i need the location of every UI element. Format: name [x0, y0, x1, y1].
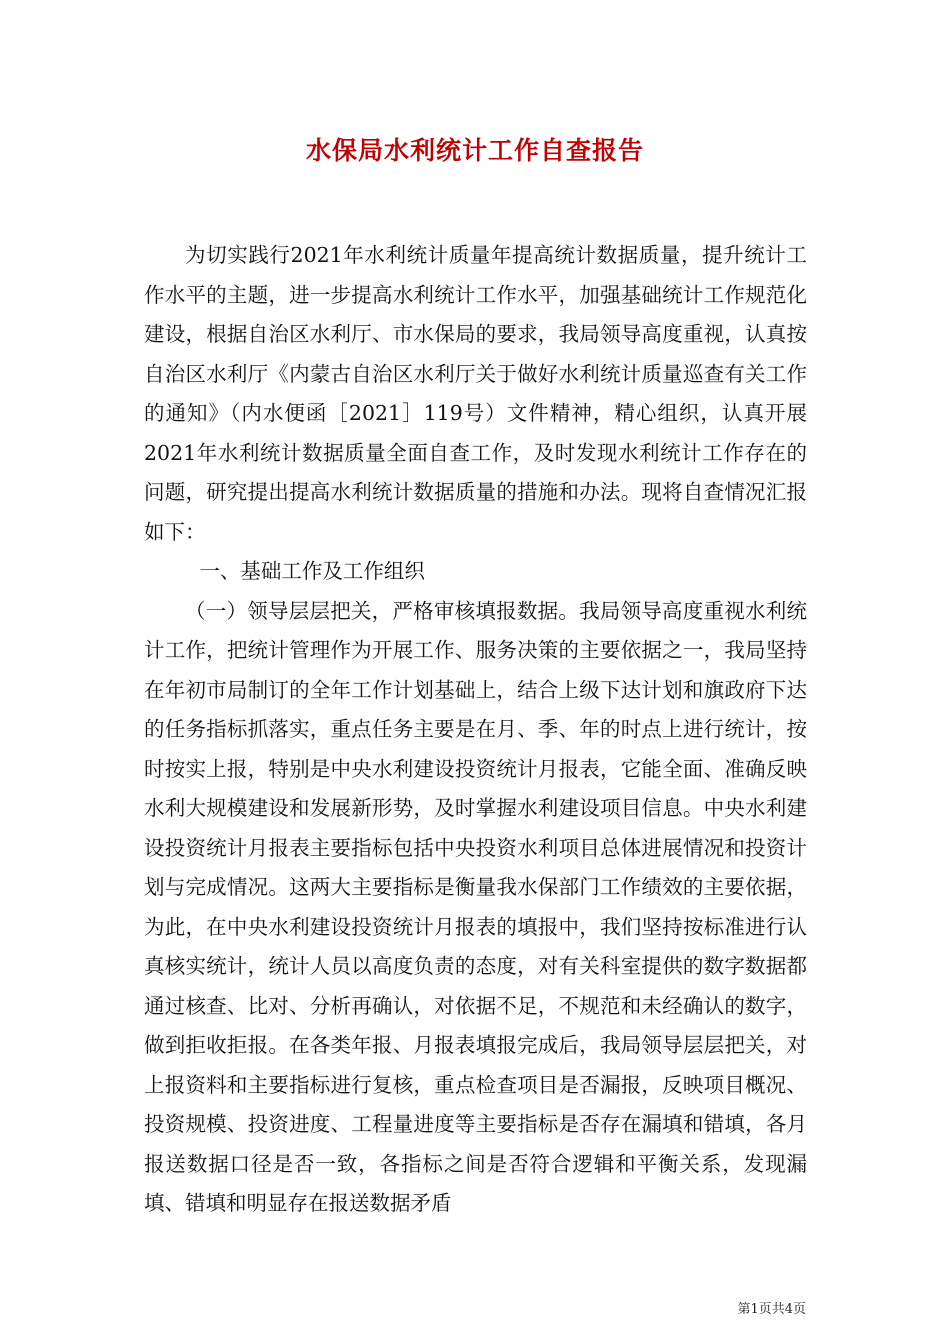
page-number: 第1页共4页	[737, 1302, 806, 1317]
section-paragraph: （一）领导层层把关，严格审核填报数据。我局领导高度重视水利统计工作，把统计管理作为开展工作、服务决策的主要依据之一，我局坚持在年初市局制订的全年工作计划基础上，结合上级下达计划和旗政府下达的任务指标抓落实，重点任务主要是在月、季、年的时点上进行统计，按时按实上报，特别是中央水利建设投资统计月报表，它能全面、准确反映水利大规模建设和发展新形势，及时掌握水利建设项目信息。中央水利建设投资统计月报表主要指标包括中央投资水利项目总体进展情况和投资计划与完成情况。这两大主要指标是衡量我水保部门工作绩效的主要依据，为此，在中央水利建设投资统计月报表的填报中，我们坚持按标准进行认真核实统计，统计人员以高度负责的态度，对有关科室提供的数字数据都通过核查、比对、分析再确认，对依据不足，不规范和未经确认的数字，做到拒收拒报。在各类年报、月报表填报完成后，我局领导层层把关，对上报资料和主要指标进行复核，重点检查项目是否漏报，反映项目概况、投资规模、投资进度、工程量进度等主要指标是否存在漏填和错填，各月报送数据口径是否一致，各指标之间是否符合逻辑和平衡关系，发现漏填、错填和明显存在报送数据矛盾	[144, 598, 807, 1215]
section-heading: 一、基础工作及工作组织	[199, 559, 425, 583]
intro-paragraph: 为切实践行2021年水利统计质量年提高统计数据质量，提升统计工作水平的主题，进一步提高水利统计工作水平，加强基础统计工作规范化建设，根据自治区水利厅、市水保局的要求，我局领导高度重视，认真按自治区水利厅《内蒙古自治区水利厅关于做好水利统计质量巡查有关工作的通知》（内水便函［2021］119号）文件精神，精心组织，认真开展2021年水利统计数据质量全面自查工作，及时发现水利统计工作存在的问题，研究提出提高水利统计数据质量的措施和办法。现将自查情况汇报如下：	[144, 243, 807, 544]
document-title: 水保局水利统计工作自查报告	[305, 136, 644, 165]
document-body	[144, 236, 807, 1224]
